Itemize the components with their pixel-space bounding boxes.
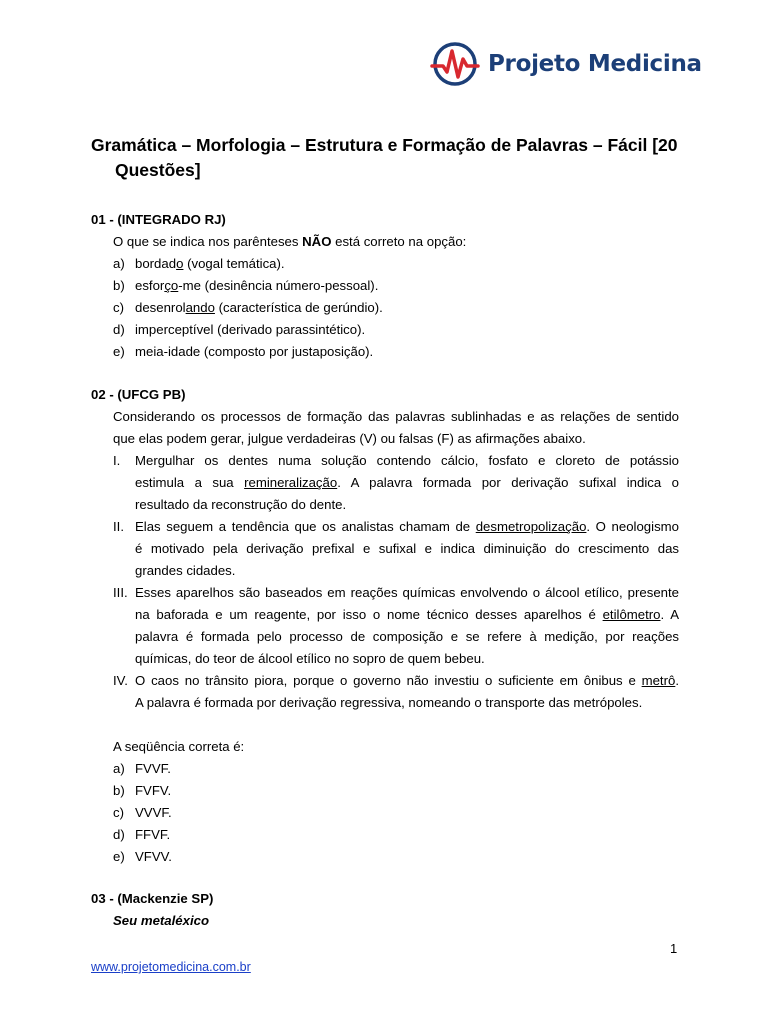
question-1-option-c: c) desenrolando (característica de gerúndio).: [113, 300, 383, 315]
statement-3-number: III.: [113, 585, 128, 600]
statement-3-line-3: palavra é formada pelo processo de composição e se refere à medição, por reações: [135, 629, 679, 644]
question-2-option-b: b) FVFV.: [113, 783, 172, 798]
question-1-header: 01 - (INTEGRADO RJ): [91, 212, 226, 227]
statement-4-number: IV.: [113, 673, 128, 688]
statement-2-number: II.: [113, 519, 124, 534]
statement-2-line-1: Elas seguem a tendência que os analistas chamam de desmetropolização. O neologismo: [135, 519, 679, 534]
statement-2-line-2: é motivado pela derivação prefixal e sufixal e indica diminuição do crescimento das: [135, 541, 679, 556]
question-2-option-c: c) VVVF.: [113, 805, 172, 820]
question-1-option-d: d) imperceptível (derivado parassintético).: [113, 322, 366, 337]
statement-1-line-3: resultado da reconstrução do dente.: [135, 497, 347, 512]
page-number: 1: [670, 941, 678, 956]
brand-name: Projeto Medicina: [488, 51, 702, 77]
question-2-header: 02 - (UFCG PB): [91, 387, 186, 402]
question-2-stem-line-2: que elas podem gerar, julgue verdadeiras (V) ou falsas (F) as afirmações abaixo.: [113, 431, 586, 446]
question-1-option-a: a) bordado (vogal temática).: [113, 256, 285, 271]
statement-1-line-1: Mergulhar os dentes numa solução contendo cálcio, fosfato e cloreto de potássio: [135, 453, 679, 468]
statement-1-number: I.: [113, 453, 121, 468]
statement-3-line-1: Esses aparelhos são baseados em reações químicas envolvendo o álcool etílico, presente: [135, 585, 679, 600]
question-2-option-e: e) VFVV.: [113, 849, 172, 864]
statement-3-line-2: na baforada e um reagente, por isso o nome técnico desses aparelhos é etilômetro. A: [135, 607, 679, 622]
title-line-2: Questões]: [115, 160, 201, 180]
document-title: [91, 133, 691, 183]
question-2-stem-line-1: Considerando os processos de formação das palavras sublinhadas e as relações de sentido: [113, 409, 679, 424]
question-2-option-a: a) FVVF.: [113, 761, 171, 776]
statement-3-line-4: químicas, do teor de álcool etílico no sopro de quem bebeu.: [135, 651, 485, 666]
question-1-option-b: b) esforço-me (desinência número-pessoal).: [113, 278, 379, 293]
question-2-option-d: d) FFVF.: [113, 827, 171, 842]
brand-logo: [430, 40, 702, 88]
title-line-1: Gramática – Morfologia – Estrutura e Formação de Palavras – Fácil [20: [91, 135, 678, 155]
statement-1-line-2: estimula a sua remineralização. A palavra formada por derivação sufixal indica o: [135, 475, 679, 490]
question-1-stem: O que se indica nos parênteses NÃO está correto na opção:: [113, 234, 467, 249]
heartbeat-logo-icon: [430, 39, 480, 89]
statement-4-line-2: A palavra é formada por derivação regressiva, nomeando o transporte das metrópoles.: [135, 695, 643, 710]
statement-2-line-3: grandes cidades.: [135, 563, 236, 578]
website-link[interactable]: www.projetomedicina.com.br: [91, 960, 251, 974]
question-3-subtitle: Seu metaléxico: [113, 913, 210, 928]
statement-4-line-1: O caos no trânsito piora, porque o governo não investiu o suficiente em ônibus e metrô.: [135, 673, 679, 688]
question-3-header: 03 - (Mackenzie SP): [91, 891, 214, 906]
question-2-prompt: A seqüência correta é:: [113, 739, 245, 754]
question-1-option-e: e) meia-idade (composto por justaposição).: [113, 344, 374, 359]
